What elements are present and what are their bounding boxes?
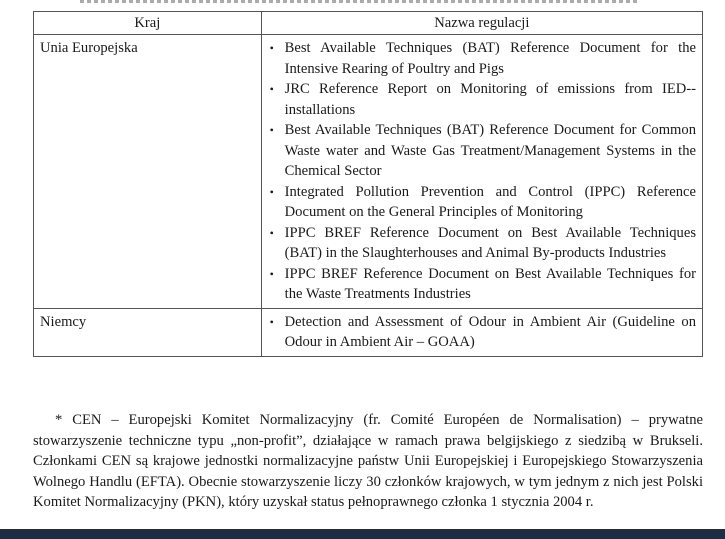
list-item [268, 264, 696, 305]
bullet-icon: • [269, 314, 274, 329]
page-footer-bar [0, 529, 725, 539]
list-item [268, 120, 696, 182]
cropped-caption-remnant [80, 0, 640, 3]
footnote-text: * CEN – Europejski Komitet Normalizacyjny (fr. Comité Européen de Normalisation) – prywatne stowarzyszenie techniczne typu „non-profit”, działające w ramach prawa belgijskiego z siedzibą w Brukseli. Członkami CEN są krajowe jednostki normalizacyjne państw Unii Europejskiej i Europejskiego Stowarzyszenia Wolnego Handlu (EFTA). Obecnie stowarzyszenie liczy 30 członków krajowych, w tym jednym z nich jest Polski Komitet Normalizacyjny (PKN), który uzyskał status pełnoprawnego członka 1 stycznia 2004 r. [33, 412, 703, 510]
bullet-icon: • [269, 266, 274, 281]
regulations-cell [261, 35, 702, 309]
column-header-country: Kraj [34, 12, 262, 35]
list-item [268, 38, 696, 79]
bullet-icon: • [269, 123, 274, 137]
regulation-text: JRC Reference Report on Monitoring of emissions from IED--installations [284, 81, 696, 118]
country-cell: Niemcy [34, 308, 262, 356]
table-row [34, 308, 703, 356]
bullet-icon: • [269, 82, 274, 96]
regulations-cell [261, 308, 702, 356]
regulation-text: Detection and Assessment of Odour in Ambient Air (Guideline on Odour in Ambient Air – GOAA) [284, 313, 696, 350]
bullet-icon: • [269, 41, 274, 55]
bullet-icon: • [269, 225, 274, 240]
regulation-list [268, 312, 696, 353]
regulation-text: Best Available Techniques (BAT) Reference Document for Common Waste water and Waste Gas Treatment/Management Systems in the Chemical Sector [284, 122, 696, 179]
bullet-icon: • [269, 184, 274, 199]
country-cell: Unia Europejska [34, 35, 262, 309]
list-item [268, 312, 696, 353]
list-item [268, 223, 696, 264]
regulation-text: IPPC BREF Reference Document on Best Available Techniques (BAT) in the Slaughterhouses and Animal By-products Industries [284, 224, 696, 261]
regulations-table [33, 11, 703, 357]
regulation-text: Integrated Pollution Prevention and Control (IPPC) Reference Document on the General Principles of Monitoring [284, 183, 696, 220]
regulation-text: Best Available Techniques (BAT) Reference Document for the Intensive Rearing of Poultry and Pigs [284, 40, 696, 77]
table-row [34, 35, 703, 309]
list-item [268, 79, 696, 120]
column-header-regulation: Nazwa regulacji [261, 12, 702, 35]
regulation-list [268, 38, 696, 305]
table-header-row [34, 12, 703, 35]
list-item [268, 182, 696, 223]
regulation-text: IPPC BREF Reference Document on Best Available Techniques for the Waste Treatments Industries [284, 265, 696, 302]
footnote [33, 410, 703, 513]
